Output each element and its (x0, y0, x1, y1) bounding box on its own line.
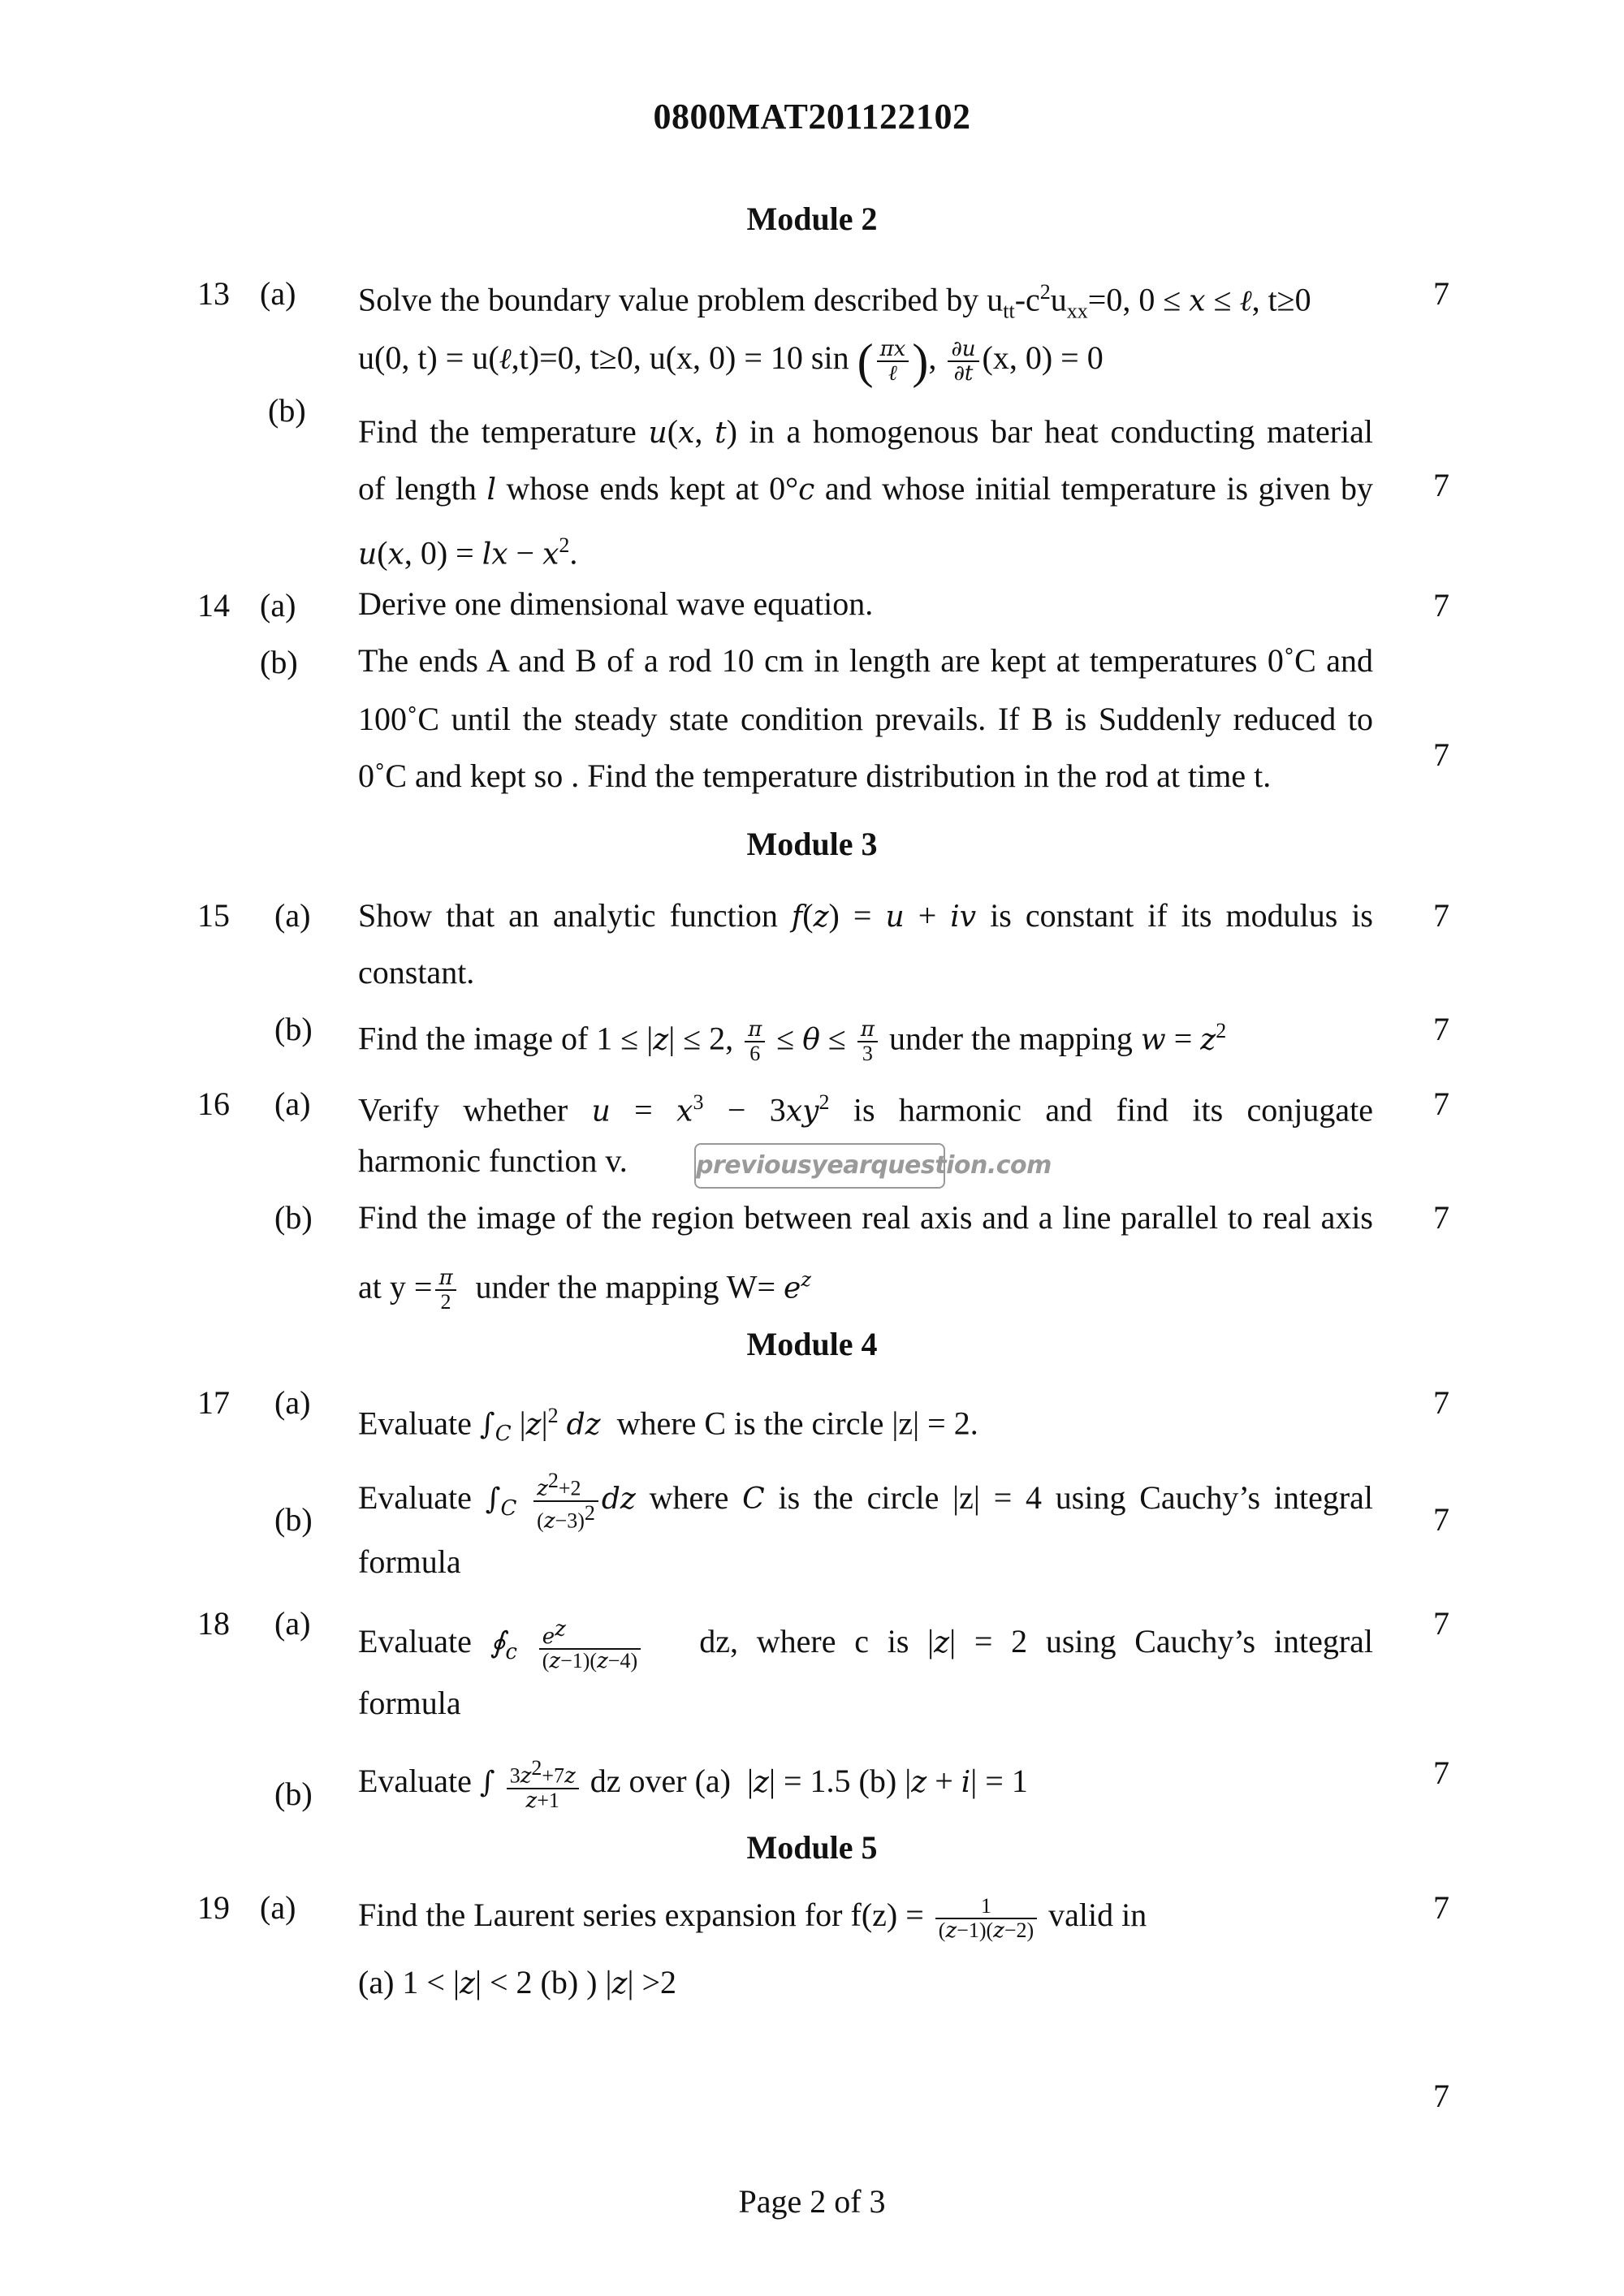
q14-part-a-label: (a) (260, 587, 296, 624)
question-number-14: 14 (197, 587, 230, 624)
q13-part-a-label: (a) (260, 275, 296, 312)
question-number-19: 19 (197, 1889, 230, 1926)
page-footer: Page 2 of 3 (738, 2183, 886, 2220)
q14b-marks: 7 (1433, 736, 1449, 773)
question-number-18: 18 (197, 1605, 230, 1642)
q16b-line-2: at y = $\frac{\pi}{2}$ under the mapping $W= e^z$ (358, 1266, 812, 1314)
q18b-marks: 7 (1433, 1754, 1449, 1791)
q13-part-b-label: (b) (268, 392, 306, 429)
q19-part-a-label: (a) (260, 1889, 296, 1926)
q18a-line-2: formula (358, 1685, 461, 1721)
q19a-marks: 7 (1433, 1889, 1449, 1926)
q13b-line-1: Find the temperature u(x, t) in a homogenous bar heat conducting material (358, 413, 1374, 450)
q15-part-b-label: (b) (274, 1011, 313, 1047)
q14b-line-1: The ends A and B of a rod 10 cm in length are kept at temperatures 0˚C and (358, 642, 1373, 679)
q19a-line-1: Find the Laurent series expansion for f(z) = $\frac{1}{(z-1)(z-2)}$ valid in (358, 1894, 1147, 1943)
watermark: previousyearquestion.com (694, 1143, 945, 1189)
question-number-13: 13 (197, 275, 230, 312)
q16a-line-1: Verify whether $u = x^3 - 3xy^2$ is harmonic and find its conjugate (358, 1090, 1374, 1129)
q13b-line-3: u(x, 0) = lx − $x^2$. (358, 533, 578, 572)
q17a-marks: 7 (1433, 1384, 1449, 1421)
question-number-17: 17 (197, 1384, 230, 1421)
q17-part-b-label: (b) (274, 1501, 313, 1538)
q16b-marks: 7 (1433, 1199, 1449, 1236)
module-4-heading: Module 4 (746, 1326, 878, 1362)
q16b-line-1: Find the image of the region between real axis and a line parallel to real axis (358, 1199, 1373, 1236)
module-5-heading: Module 5 (746, 1829, 878, 1866)
q14b-line-2: 100˚C until the steady state condition prevails. If B is Suddenly reduced to (358, 701, 1373, 737)
q17-part-a-label: (a) (274, 1384, 311, 1421)
q17b-line-1: Evaluate $\int_C$ $\frac{z^2+2}{(z-3)^2}$ dz where C is the circle |z| = 4 using Cauchy’s integral (358, 1469, 1374, 1534)
q13a-line-2: u(0, t) = u(ℓ,t)=0, t≥0, u(x, 0) = 10 sin ( $\frac{\pi x}{\text{ℓ}}$ ), $\frac{\partial u}{\partial t}$ (x, 0) = 0 (358, 334, 1104, 388)
q13b-marks: 7 (1433, 467, 1449, 503)
paper-code: 0800MAT201122102 (653, 97, 971, 136)
q19a-line-2: (a) 1 < |z| < 2 (b) ) |z| >2 (358, 1964, 677, 2000)
q15b-line-1: Find the image of 1 ≤ |z| ≤ 2, $\frac{\pi}{6}$ ≤ θ ≤ $\frac{\pi}{3}$ under the mapping $w = z^2$ (358, 1017, 1227, 1066)
q14a-marks: 7 (1433, 587, 1449, 624)
q14-part-b-label: (b) (260, 644, 298, 680)
q16a-line-2: harmonic function v. (358, 1142, 628, 1179)
q15b-marks: 7 (1433, 1011, 1449, 1047)
q18a-line-1: Evaluate $∮_c$ $\frac{e^z}{(z-1)(z-4)}$ dz, where c is |z| = 2 using Cauchy’s integral (358, 1616, 1374, 1673)
q16a-marks: 7 (1433, 1085, 1449, 1122)
q18b-line-1: Evaluate ∫ $\frac{3z^2+7z}{z+1}$ dz over (a) |z| = 1.5 (b) |z + i| = 1 (358, 1756, 1028, 1813)
q16-part-b-label: (b) (274, 1199, 313, 1236)
q16-part-a-label: (a) (274, 1085, 311, 1122)
q15a-marks: 7 (1433, 897, 1449, 934)
module-3-heading: Module 3 (746, 826, 878, 862)
module-2-heading: Module 2 (746, 201, 878, 237)
q19b-marks: 7 (1433, 2078, 1449, 2114)
q15-part-a-label: (a) (274, 897, 311, 934)
q18a-marks: 7 (1433, 1605, 1449, 1642)
q18-part-b-label: (b) (274, 1776, 313, 1812)
q17b-marks: 7 (1433, 1501, 1449, 1538)
q14a-text: Derive one dimensional wave equation. (358, 585, 874, 622)
q14b-line-3: 0˚C and kept so . Find the temperature distribution in the rod at time t. (358, 757, 1272, 794)
q13a-marks: 7 (1433, 275, 1449, 312)
question-number-15: 15 (197, 897, 230, 934)
q13b-line-2: of length l whose ends kept at 0°c and whose initial temperature is given by (358, 470, 1374, 507)
q17b-line-2: formula (358, 1543, 461, 1580)
question-number-16: 16 (197, 1085, 230, 1122)
q13a-line-1: Solve the boundary value problem described by $u_{tt}-c^2u_{xx}=0$, 0 ≤ x ≤ ℓ, t≥0 (358, 280, 1311, 323)
q15a-line-2: constant. (358, 954, 475, 990)
q18-part-a-label: (a) (274, 1605, 311, 1642)
q15a-line-1: Show that an analytic function f(z) = u + iv is constant if its modulus is (358, 897, 1374, 934)
q17a-line-1: Evaluate $\int_C$ $|z|^2$ dz where C is the circle |z| = 2. (358, 1404, 978, 1447)
